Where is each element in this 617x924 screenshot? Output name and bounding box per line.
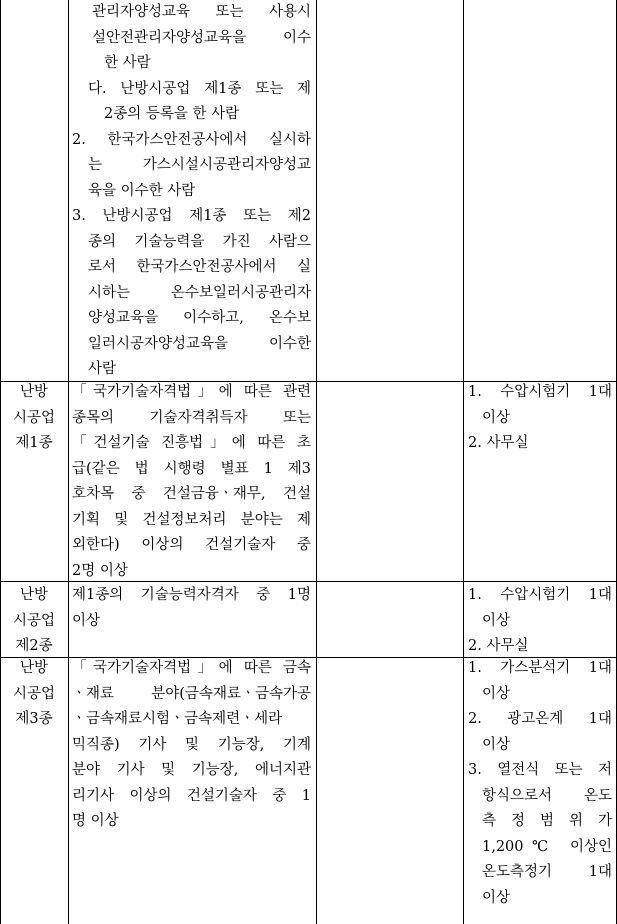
empty-cell bbox=[316, 380, 463, 581]
qualification-line: ㆍ재료 분야(금속재료ㆍ금속가공 bbox=[72, 685, 311, 702]
qualification-line: 2. 한국가스안전공사에서 실시하 bbox=[72, 131, 311, 148]
category-cell-class2 bbox=[0, 583, 68, 657]
empty-cell bbox=[316, 0, 463, 381]
qualification-line: 로서 한국가스안전공사에서 실 bbox=[88, 259, 311, 275]
qualification-line: 「건설기술 진흥법」에 따른 초 bbox=[72, 435, 311, 451]
category-line: 제2종 bbox=[15, 638, 53, 654]
equipment-line: 이상 bbox=[482, 685, 511, 702]
equipment-line: 이상 bbox=[482, 409, 511, 426]
qualification-line: 일러시공자양성교육을 이수한 bbox=[88, 335, 311, 352]
equipment-line: 2. 사무실 bbox=[468, 638, 529, 654]
equipment-cell-class2 bbox=[463, 583, 616, 657]
category-line: 제3종 bbox=[15, 711, 53, 727]
empty-cell bbox=[316, 656, 463, 924]
category-cell-class3 bbox=[0, 656, 68, 924]
qualification-line: 관리자양성교육 또는 사용시 bbox=[92, 4, 311, 20]
qualification-line: 외한다) 이상의 건설기술자 중 bbox=[72, 537, 311, 553]
qualification-line: 3. 난방시공업 제1종 또는 제2 bbox=[72, 208, 311, 224]
category-cell-class1 bbox=[0, 380, 68, 581]
qualification-line: 분야 기사 및 기능장, 에너지관 bbox=[72, 762, 311, 778]
equipment-line: 2. 사무실 bbox=[468, 435, 529, 451]
qualification-line: 「국가기술자격법」에 따른 금속 bbox=[72, 660, 311, 676]
qualification-line: 호차목 중 건설금융ㆍ재무, 건설 bbox=[72, 486, 311, 502]
qualification-line: 는 가스시설시공관리자양성교 bbox=[88, 157, 311, 173]
qualification-line: ㆍ금속재료시험ㆍ금속제련ㆍ세라 bbox=[72, 711, 283, 727]
continued-category-cell bbox=[0, 0, 68, 381]
continued-qualifications-cell bbox=[68, 0, 316, 381]
category-line: 시공업 bbox=[12, 612, 56, 629]
equipment-line: 1. 가스분석기 1대 bbox=[468, 660, 612, 676]
equipment-line: 항식으로서 온도 bbox=[482, 787, 612, 804]
qualification-line: 시하는 온수보일러시공관리자 bbox=[88, 284, 311, 301]
qualification-line: 리기사 이상의 건설기술자 중 1 bbox=[72, 787, 311, 804]
qualification-line: 육을 이수한 사람 bbox=[88, 182, 196, 199]
qualification-line: 명 이상 bbox=[72, 813, 119, 829]
qualification-line: 종의 기술능력을 가진 사람으 bbox=[88, 233, 311, 250]
equipment-line: 이상 bbox=[482, 736, 511, 753]
qualification-line: 양성교육을 이수하고, 온수보 bbox=[88, 310, 311, 326]
qualification-line: 2명 이상 bbox=[72, 562, 128, 579]
qualification-line: 설안전관리자양성교육을 이수 bbox=[92, 29, 311, 46]
qualification-line: 다. 난방시공업 제1종 또는 제 bbox=[88, 80, 311, 97]
equipment-line: 측 정 범 위 가 bbox=[482, 813, 612, 829]
equipment-cell-class1 bbox=[463, 380, 616, 581]
equipment-line: 2. 광고온계 1대 bbox=[468, 711, 612, 727]
qualification-line: 「국가기술자격법」에 따른 관련 bbox=[72, 384, 311, 400]
qualifications-cell-class2 bbox=[68, 583, 316, 657]
qualification-line: 제1종의 기술능력자격자 중 1명 bbox=[72, 587, 311, 603]
equipment-line: 온도측정기 1대 bbox=[482, 864, 612, 880]
qualification-line: 믹직종) 기사 및 기능장, 기계 bbox=[72, 736, 311, 753]
qualification-line: 2종의 등록을 한 사람 bbox=[104, 106, 240, 122]
empty-cell bbox=[316, 583, 463, 657]
qualifications-cell-class3 bbox=[68, 656, 316, 924]
category-line: 난방 bbox=[19, 587, 48, 603]
equipment-line: 1. 수압시험기 1대 bbox=[468, 384, 612, 400]
qualification-line: 기획 및 건설정보처리 분야는 제 bbox=[72, 511, 311, 528]
qualifications-cell-class1 bbox=[68, 380, 316, 581]
category-line: 시공업 bbox=[12, 409, 56, 426]
category-line: 시공업 bbox=[12, 685, 56, 702]
equipment-line: 1. 수압시험기 1대 bbox=[468, 587, 612, 603]
qualification-line: 종목의 기술자격취득자 또는 bbox=[72, 409, 311, 426]
equipment-cell-class3 bbox=[463, 656, 616, 924]
continued-equipment-cell bbox=[463, 0, 616, 381]
equipment-line: 1,200℃ 이상인 bbox=[482, 838, 612, 855]
qualification-line: 사람 bbox=[88, 361, 117, 377]
qualification-line: 한 사람 bbox=[104, 55, 151, 71]
category-line: 난방 bbox=[19, 660, 48, 676]
equipment-line: 3. 열전식 또는 저 bbox=[468, 762, 612, 778]
category-line: 제1종 bbox=[15, 435, 53, 451]
equipment-line: 이상 bbox=[482, 612, 511, 629]
equipment-line: 이상 bbox=[482, 889, 511, 906]
category-line: 난방 bbox=[19, 384, 48, 400]
qualification-line: 이상 bbox=[72, 612, 101, 629]
qualification-line: 급(같은 법 시행령 별표 1 제3 bbox=[72, 460, 311, 477]
